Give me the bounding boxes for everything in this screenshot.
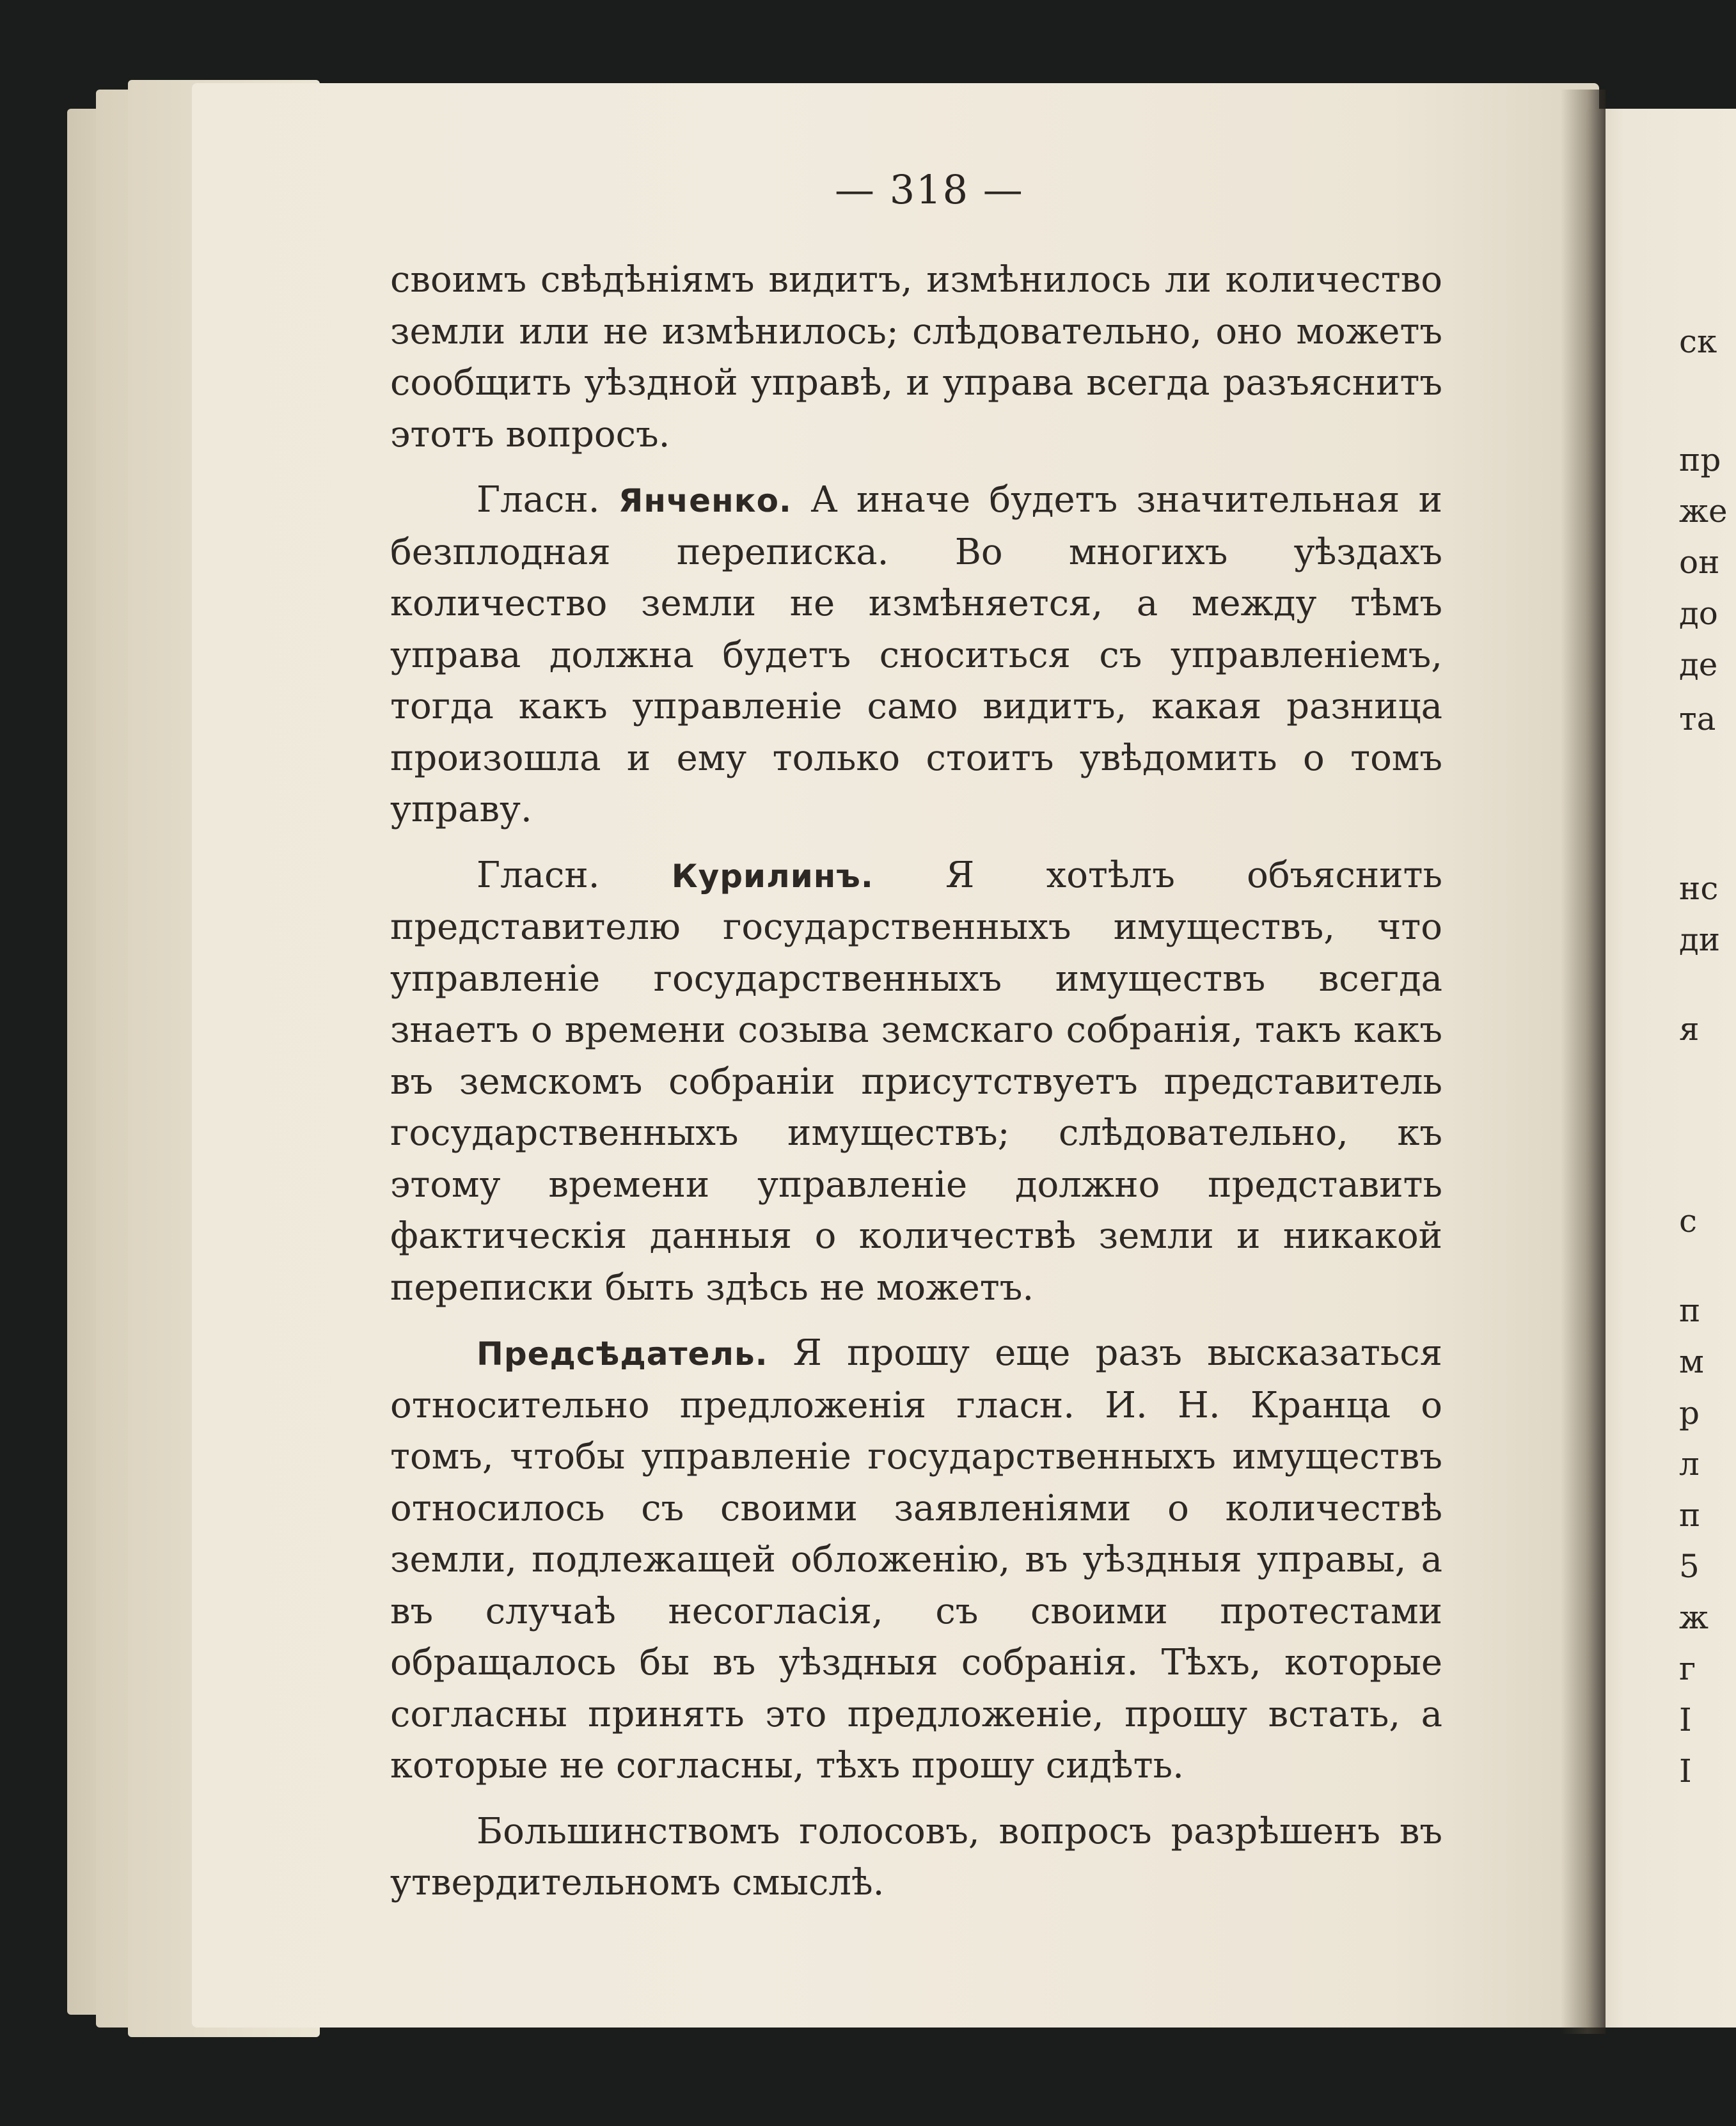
speaker-name: Курилинъ. — [671, 857, 874, 895]
paragraph-continuation — [390, 255, 1442, 461]
book-gutter-shadow — [1561, 90, 1606, 2034]
speaker-name: Предсѣдатель. — [477, 1335, 768, 1373]
right-page-fragment: І — [1679, 1752, 1692, 1790]
right-page-fragment: м — [1679, 1343, 1704, 1380]
paragraph-resolution — [390, 1806, 1442, 1909]
paragraph-text: А иначе будетъ значительная и безплодная переписка. Во многихъ уѣздахъ количество земли не измѣняется, а между тѣмъ управа должна будетъ сноситься съ управленіемъ, тогда какъ управленіе само видитъ, какая разница произошла и ему только стоитъ увѣдомить о томъ управу. — [390, 479, 1442, 830]
paragraph-text: Большинствомъ голосовъ, вопросъ разрѣшенъ въ утвердительномъ смыслѣ. — [390, 1810, 1442, 1903]
right-page-fragment: пр — [1679, 441, 1721, 478]
right-page-fragment: п — [1679, 1497, 1701, 1534]
paragraph-chairman — [390, 1328, 1442, 1792]
right-page-fragment: ж — [1679, 1599, 1708, 1636]
right-page-fragment: он — [1679, 544, 1720, 581]
right-page-fragment: г — [1679, 1650, 1696, 1687]
right-page-fragment: ск — [1679, 323, 1717, 360]
right-page-fragment: ди — [1679, 921, 1721, 958]
book-page-right — [1586, 109, 1736, 2028]
paragraph-text: Я прошу еще разъ высказаться относительно предложенія гласн. И. Н. Кранца о томъ, чтобы управленіе государственныхъ имуществъ относилось съ своими заявленіями о количествѣ земли, подлежащей обложенію, въ уѣздныя управы, а въ случаѣ несогласія, съ своими протестами обращалось бы въ уѣздныя собранія. Тѣхъ, которые согласны принять это предложеніе, прошу встать, а которые не согласны, тѣхъ прошу сидѣть. — [390, 1332, 1442, 1786]
right-page-fragment: 5 — [1679, 1548, 1700, 1585]
right-page-fragment: я — [1679, 1011, 1700, 1048]
right-page-fragment: с — [1679, 1202, 1698, 1240]
right-page-fragment: же — [1679, 492, 1728, 530]
speaker-title: Гласн. — [477, 479, 600, 521]
right-page-fragment: п — [1679, 1292, 1701, 1329]
right-page-fragment: де — [1679, 646, 1718, 683]
right-page-fragment: нс — [1679, 870, 1719, 907]
speaker-name: Янченко. — [618, 482, 792, 519]
speaker-title: Гласн. — [477, 854, 600, 896]
paragraph-yanchenko — [390, 475, 1442, 836]
page-number: — 318 — — [835, 166, 1024, 213]
right-page-fragment: р — [1679, 1394, 1700, 1431]
paragraph-text: своимъ свѣдѣніямъ видитъ, измѣнилось ли количество земли или не измѣнилось; слѣдовательно, оно можетъ сообщить уѣздной управѣ, и управа всегда разъяснитъ этотъ вопросъ. — [390, 259, 1442, 455]
right-page-fragment: л — [1679, 1445, 1700, 1483]
right-page-fragment: та — [1679, 700, 1716, 737]
right-page-fragment: I — [1679, 1701, 1692, 1738]
paragraph-kurilin — [390, 850, 1442, 1314]
page-body-text — [390, 255, 1442, 1909]
paragraph-text: Я хотѣлъ объяснить представителю государственныхъ имуществъ, что управленіе государственныхъ имуществъ всегда знаетъ о времени созыва земскаго собранія, такъ какъ въ земскомъ собраніи присутствуетъ представитель государственныхъ имуществъ; слѣдовательно, къ этому времени управленіе должно представить фактическія данныя о количествѣ земли и никакой переписки быть здѣсь не можетъ. — [390, 854, 1442, 1309]
right-page-fragment: до — [1679, 595, 1718, 632]
